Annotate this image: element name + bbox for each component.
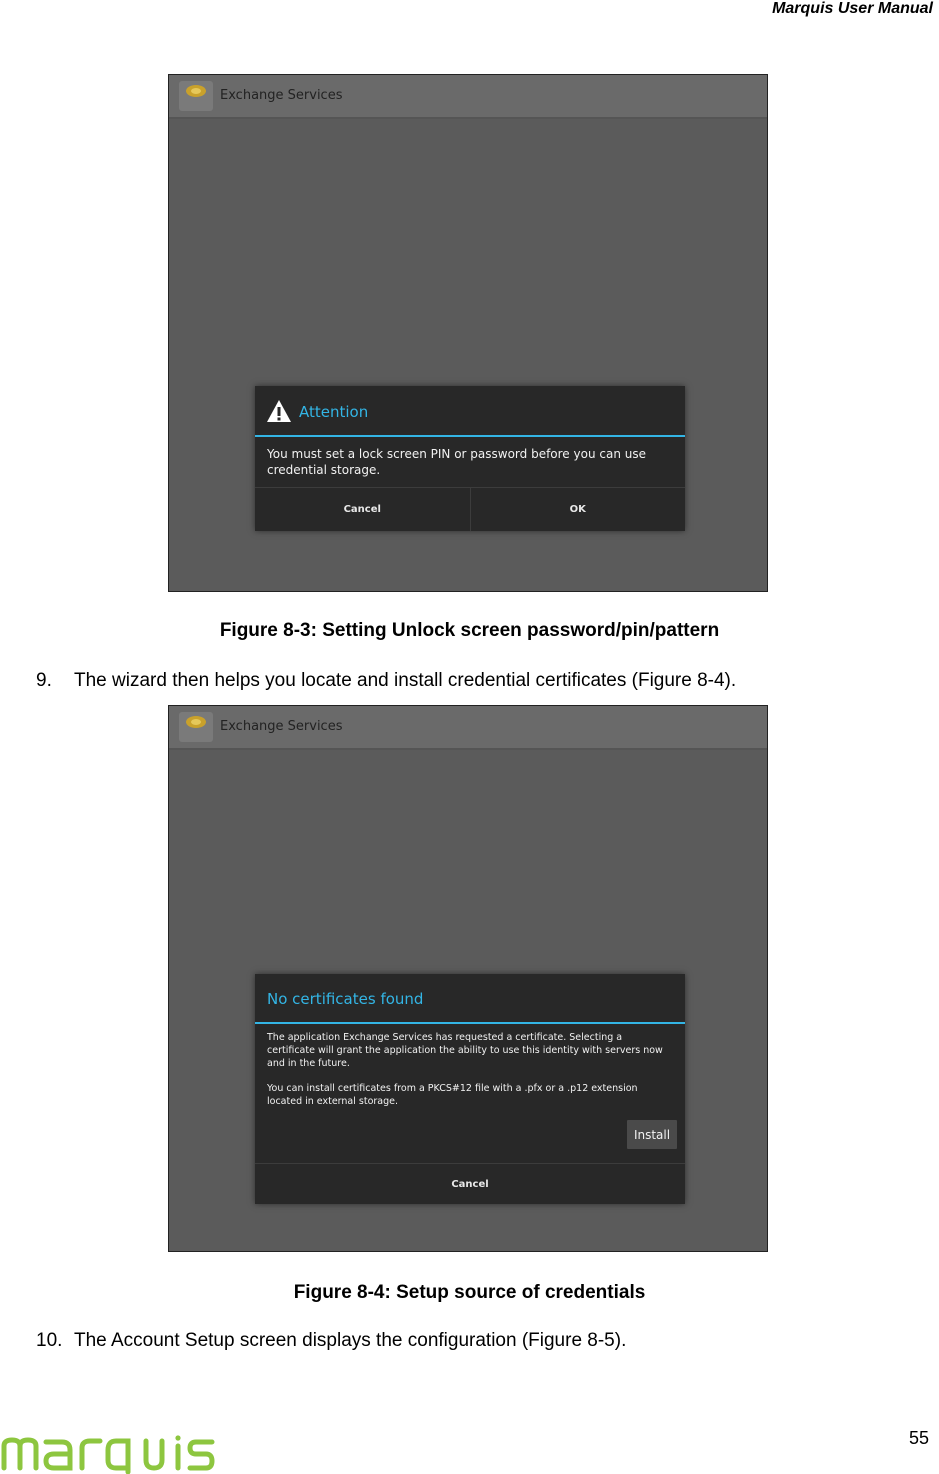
- figure-8-4-screenshot: [168, 705, 768, 1252]
- dialog-button-row: [255, 487, 685, 531]
- dialog-title: Attention: [299, 403, 369, 421]
- step-text: The wizard then helps you locate and install credential certificates (Figure 8-4).: [74, 670, 737, 691]
- app-title: Exchange Services: [220, 719, 343, 734]
- warning-icon: [266, 399, 292, 423]
- exchange-services-icon: [179, 81, 213, 111]
- figure-8-4-caption: Figure 8-4: Setup source of credentials: [293, 1282, 646, 1303]
- marquis-logo: [0, 1432, 270, 1474]
- message-paragraph-1: The application Exchange Services has requested a certificate. Selecting a certificate will grant the application the ability to use this identity with servers now and in the future.: [267, 1032, 663, 1069]
- ok-button[interactable]: OK: [470, 488, 686, 531]
- dialog-title: No certificates found: [267, 990, 424, 1008]
- dialog-button-row: [255, 1163, 685, 1204]
- figure-8-3-screenshot: [168, 74, 768, 592]
- step-text: The Account Setup screen displays the configuration (Figure 8-5).: [74, 1330, 627, 1351]
- step-9: [36, 670, 736, 692]
- title-divider: [255, 1022, 685, 1024]
- cancel-button[interactable]: Cancel: [451, 1178, 489, 1190]
- cancel-button[interactable]: Cancel: [343, 504, 381, 515]
- header-title: Marquis User Manual: [772, 0, 933, 17]
- exchange-services-icon: [179, 712, 213, 742]
- action-bar: [169, 706, 767, 750]
- title-divider: [255, 435, 685, 437]
- dialog-message: [267, 1031, 671, 1120]
- page-number: 55: [908, 1428, 929, 1448]
- install-button[interactable]: Install: [627, 1120, 677, 1149]
- step-10: [36, 1330, 626, 1352]
- app-title: Exchange Services: [220, 88, 343, 103]
- message-paragraph-2: You can install certificates from a PKCS#12 file with a .pfx or a .p12 extension located in external storage.: [267, 1083, 638, 1107]
- dialog-message: You must set a lock screen PIN or password before you can use credential storage.: [267, 447, 646, 477]
- step-number: 9.: [36, 670, 52, 691]
- step-number: 10.: [36, 1330, 63, 1351]
- action-bar: [169, 75, 767, 119]
- no-certificates-dialog: [255, 974, 685, 1204]
- figure-8-3-caption: Figure 8-3: Setting Unlock screen password/pin/pattern: [219, 620, 720, 641]
- attention-dialog: [255, 386, 685, 531]
